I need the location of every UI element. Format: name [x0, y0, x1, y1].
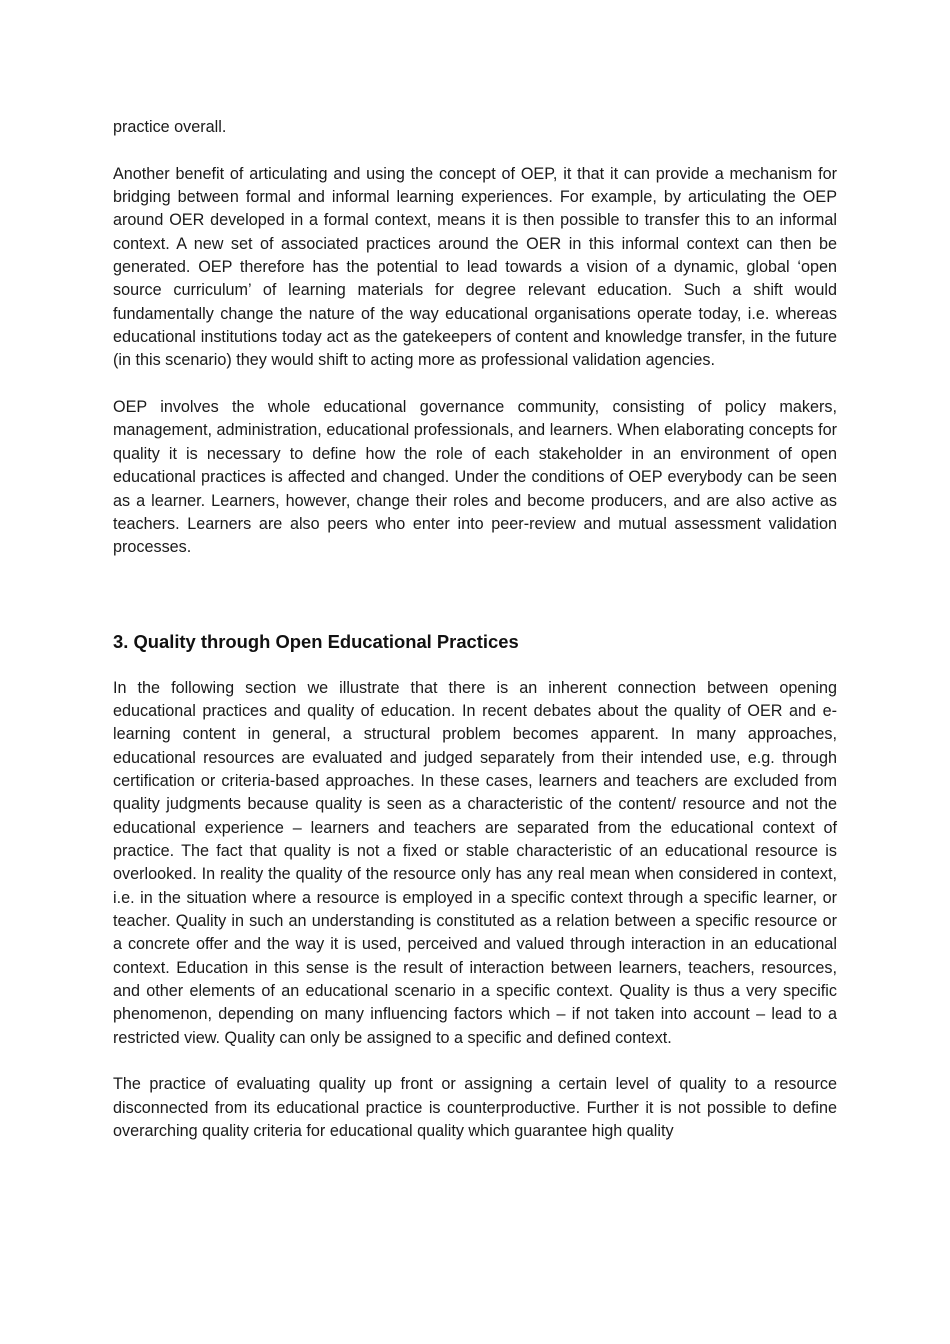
paragraph-quality-evaluation: The practice of evaluating quality up front or assigning a certain level of quality to a resource disconnected from its educational practice is counterproductive. Further it is not possible to define overarching quality criteria for educational quality which guarantee high quality: [113, 1075, 837, 1141]
paragraph-oep-governance: OEP involves the whole educational governance community, consisting of policy makers, management, administration, educational professionals, and learners. When elaborating concepts for quality it is necessary to define how the role of each stakeholder in an environment of open educational practices is affected and changed. Under the conditions of OEP everybody can be seen as a learner. Learners, however, change their roles and become producers, and are also active as teachers. Learners are also peers who enter into peer-review and mutual assessment validation processes.: [113, 398, 837, 557]
paragraph-quality-connection: In the following section we illustrate that there is an inherent connection between opening educational practices and quality of education. In recent debates about the quality of OER and e-learning content in general, a structural problem becomes apparent. In many approaches, educational resources are evaluated and judged separately from their intended use, e.g. through certification or criteria-based approaches. In these cases, learners and teachers are excluded from quality judgments because quality is seen as a characteristic of the content/ resource and not the educational experience – learners and teachers are separated from the educational context of practice. The fact that quality is not a fixed or stable characteristic of an educational resource is overlooked. In reality the quality of the resource only has any real mean when considered in context, i.e. in the situation where a resource is employed in a specific context through a specific learner, or teacher. Quality in such an understanding is constituted as a relation between a specific resource or a concrete offer and the way it is used, perceived and valued through interaction in an educational context. Education in this sense is the result of interaction between learners, teachers, resources, and other elements of an educational scenario in a specific context. Quality is thus a very specific phenomenon, depending on many influencing factors which – if not taken into account – lead to a restricted view. Quality can only be assigned to a specific and defined context.: [113, 678, 837, 1047]
paragraph-practice-overall: practice overall.: [113, 118, 227, 136]
section-heading: 3. Quality through Open Educational Practices: [113, 630, 519, 652]
paragraph-oep-benefit: Another benefit of articulating and using the concept of OEP, it that it can provide a mechanism for bridging between formal and informal learning experiences. For example, by articulating the OEP around OER developed in a formal context, means it is then possible to transfer this to an informal context. A new set of associated practices around the OER in this informal context can then be generated. OEP therefore has the potential to lead towards a vision of a dynamic, global ‘open source curriculum’ of learning materials for degree relevant education. Such a shift would fundamentally change the nature of the way educational organisations operate today, i.e. whereas educational institutions today act as the gatekeepers of content and knowledge transfer, in the future (in this scenario) they would shift to acting more as professional validation agencies.: [113, 164, 837, 370]
document-page: [113, 116, 837, 1167]
